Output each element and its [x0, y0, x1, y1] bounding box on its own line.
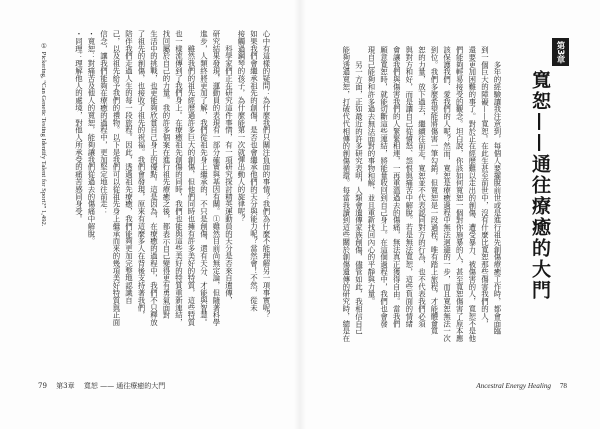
left-text-column: 進步，人類終將更加了解，我們從祖先身上繼承的，不只是創傷，還有天分、才能與智慧。: [199, 30, 209, 326]
list-item-empathy: ・同理：理解他人的處境，對他人所承受的痛苦感同身受。: [74, 30, 84, 223]
right-text-column: 還要更加困難的事了。對於正在經歷難以走出的創傷、遭受暴力、被傷害的人，寬恕不是他: [467, 46, 477, 342]
page-gutter: [294, 0, 306, 429]
left-text-column: 了祖先的創傷，也接收了祖先的祝福。我們會發現，原來有這麼多人在背後支持著我們，: [137, 30, 146, 319]
left-text-column: 如果我們會繼承祖先的創傷，是否也會繼承他們的天分與能力呢？當然會！不然，從未: [249, 30, 259, 312]
right-text-column: 到位。我們多麼希望能將傷害一筆勾銷，但寬恕是一段過程，唯有踏上旅程，才能體會寬: [430, 46, 439, 335]
right-text-column: 能夠透過寬恕，打破代代相傳的創傷循環。每當我讀到這些關於創傷遺傳的研究時，總是在: [341, 46, 351, 342]
left-text-column: 科學家們正在研究這件事情，有一項研究探討精英運動員的天分是否來自遺傳，: [224, 30, 234, 304]
right-text-column: 會讓我們與傷害我們的人緊緊相連，一再重溫過去的傷痛，無法真正獲得自由。當我們: [392, 46, 402, 328]
right-page: [300, 0, 600, 429]
right-text-column: 該保護我們、愛我們的人呢？然而，寬恕是療癒過程中無法迴避的一步，而且寬恕無法一次: [442, 46, 452, 342]
running-head-book-title: Ancestral Energy Healing: [476, 382, 552, 390]
left-text-column: 生活中的挑戰，也更能夠欣賞自己身上的優點。這是因為，在療癒的過程中，我們不只釋放: [149, 30, 159, 326]
running-head-chapter: 第3章: [56, 382, 75, 390]
footnote: ① Pickering, “Can Genetic Testing Identify Talent for Sport?” 1,492.: [40, 42, 47, 227]
page-number: 78: [559, 382, 567, 390]
page-number: 79: [38, 382, 47, 390]
left-page-footer: [38, 380, 172, 392]
left-text-column: 也一樣流傳到了我們身上。在療癒祖先創傷的同時，我們也能與這些美好的特質重新連結，: [174, 30, 184, 326]
right-text-column: 現自己能夠和許多過去無法面對的事物和解，並且重新找回內心的平靜與力量。: [367, 46, 376, 305]
left-text-column: 陪伴我們走過人生的每一段旅程。因此，透過祖先療癒，我們能夠更加完整地認識自: [124, 30, 134, 304]
left-text-column: 己，以及祖先給予我們的禮物。以下是我們可以從祖先身上繼承而來的幾項美好特質與正面: [112, 30, 121, 326]
right-text-column: 多年的經驗讓我注意到，每個人要擺脫前世或是進行祖先創傷療癒工作時，都會面臨: [493, 46, 502, 335]
right-text-column: 願意寬恕時，就能切斷這些連結，將能量收回到自己身上。在這個過程中，我們也會發: [379, 46, 389, 328]
right-text-column: 到一個巨大的障礙——寬恕。在此生甚至前世中，沒有什麼比寬恕那些傷害我們的人，: [480, 46, 490, 328]
left-text-column: 雖然我們的祖先經歷過許多巨大的創傷，但他們同時也擁有許多美好的特質，這些特質: [187, 30, 196, 326]
right-text-column: 恕的力量，放下過去，繼續往前走。寬恕並不代表認同對方的行為，也不代表我們必須: [417, 46, 427, 328]
right-text-column: 們能夠輕易接受的觀念。坦白說，你該如何寬恕一個對你施暴的人，甚至寬恕傷害了原本應: [455, 46, 465, 342]
right-text-column: 與對方和好，而是讓自己從憤怒、怨恨與痛苦中解脫。若是無法寬恕，這些負面的情緒: [404, 46, 414, 328]
right-text-column: 另一方面，正如最近的許多研究表明，人類會遺傳家族創傷，儘管如此，我相信自己: [354, 46, 364, 335]
right-page-footer: [476, 380, 567, 392]
chapter-label: 第3章: [552, 38, 569, 66]
left-text-column: 找回屬於自己的力量。我的許多個案在進行祖先療癒之後，都表示自己變得更有勇氣面對: [162, 30, 171, 319]
running-head-title: 寬恕 —— 通往療癒的大門: [83, 382, 166, 390]
chapter-title: 寬恕——通往療癒的大門: [529, 70, 551, 301]
left-text-column: 心中有這樣的疑問：為什麼我們只關注負面的事情？我們為什麼不能理解另一項事實呢？: [262, 30, 271, 319]
left-text-column: 研究結果發現，運動員的表現有一部分確實與基因有關。①雖然目前尚無定論，但隨著科學: [212, 30, 221, 326]
left-text-column: 信念，讓我們能夠在療癒的過程中，更加堅定地往前走：: [99, 30, 109, 215]
left-text-column: 接觸過鋼琴的孩子，為什麼能第一次就彈出動人的旋律呢？: [237, 30, 246, 223]
list-item-forgiveness: ・寬恕：對痛苦及他人的寬恕，能夠讓我們從過去的傷痛中解脫。: [87, 30, 96, 245]
